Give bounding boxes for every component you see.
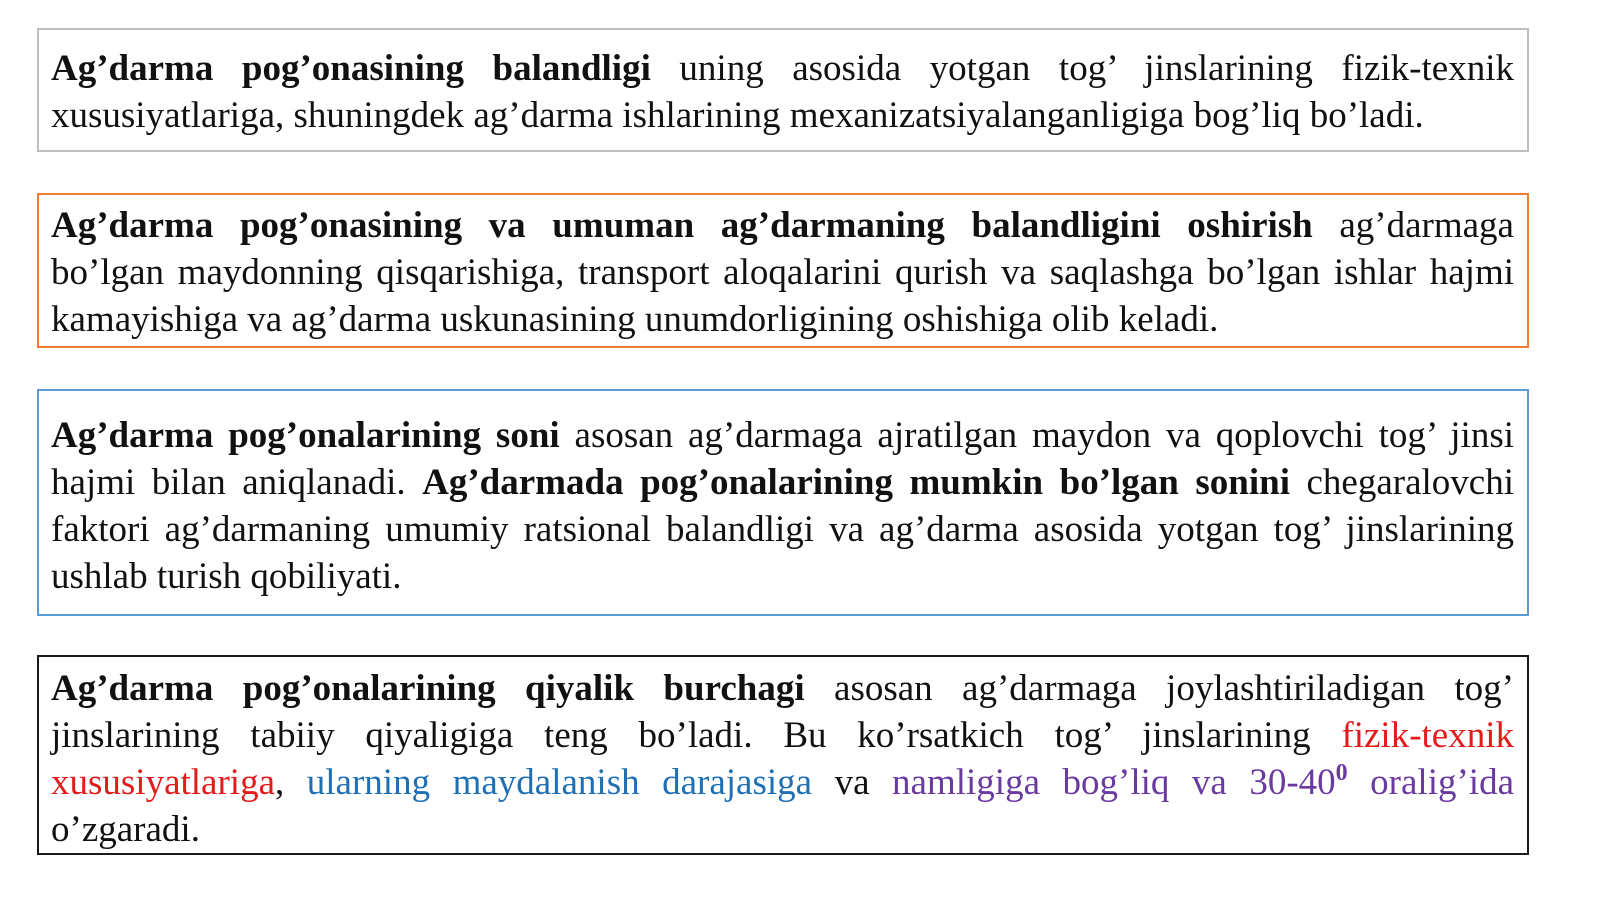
- body-text: asosan ag’darmaga joylashtiriladigan tog’ jinslarining tabiiy qiyaligiga teng bo’ladi. Bu ko’rsatkich tog’ jinslarining: [51, 668, 1514, 756]
- body-text: asosan ag’darmaga ajratilgan maydon va qoplovchi tog’ jinsi hajmi bilan aniqlanadi.: [51, 415, 1514, 503]
- paragraph-3: [51, 412, 1514, 600]
- body-text-2: chegaralovchi faktori ag’darmaning umumiy ratsional balandligi va ag’darma asosida yotgan tog’ jinslarining ushlab turish qobiliyati.: [51, 462, 1514, 597]
- text-box-2: [37, 193, 1529, 348]
- body-text: ag’darmaga bo’lgan maydonning qisqarishiga, transport aloqalarini qurish va saqlashga bo’lgan ishlar hajmi kamayishiga va ag’darma uskunasining unumdorligining oshishiga olib keladi.: [51, 205, 1514, 340]
- text-box-4: [37, 655, 1529, 855]
- comma: ,: [275, 762, 307, 803]
- body-text: uning asosida yotgan tog’ jinslarining fizik-texnik xususiyatlariga, shuningdek ag’darma ishlarining mexanizatsiyalanganligiga bog’liq bo’ladi.: [51, 48, 1514, 136]
- bold-term-2: Ag’darmada pog’onalarining mumkin bo’lgan sonini: [422, 462, 1290, 503]
- degree-superscript: 0: [1335, 760, 1348, 786]
- text-box-3: [37, 389, 1529, 616]
- purple-text-2: oralig’ida: [1347, 762, 1515, 803]
- body-text-end: o’zgaradi.: [51, 809, 200, 850]
- blue-highlight: ularning maydalanish darajasiga: [306, 762, 813, 803]
- bold-term: Ag’darma pog’onalarining soni: [51, 415, 560, 456]
- bold-term: Ag’darma pog’onasining va umuman ag’darmaning balandligini oshirish: [51, 205, 1313, 246]
- purple-highlight: [892, 762, 1514, 803]
- red-highlight: fizik-texnik xususiyatlariga: [51, 715, 1514, 803]
- bold-term: Ag’darma pog’onalarining qiyalik burchagi: [51, 668, 805, 709]
- conjunction: va: [812, 762, 893, 803]
- purple-text-1: namligiga bog’liq va 30-40: [892, 762, 1336, 803]
- bold-term: Ag’darma pog’onasining balandligi: [51, 48, 651, 89]
- paragraph-2: [51, 202, 1514, 343]
- paragraph-4: [51, 665, 1514, 853]
- paragraph-1: [51, 45, 1514, 139]
- text-box-1: [37, 28, 1529, 152]
